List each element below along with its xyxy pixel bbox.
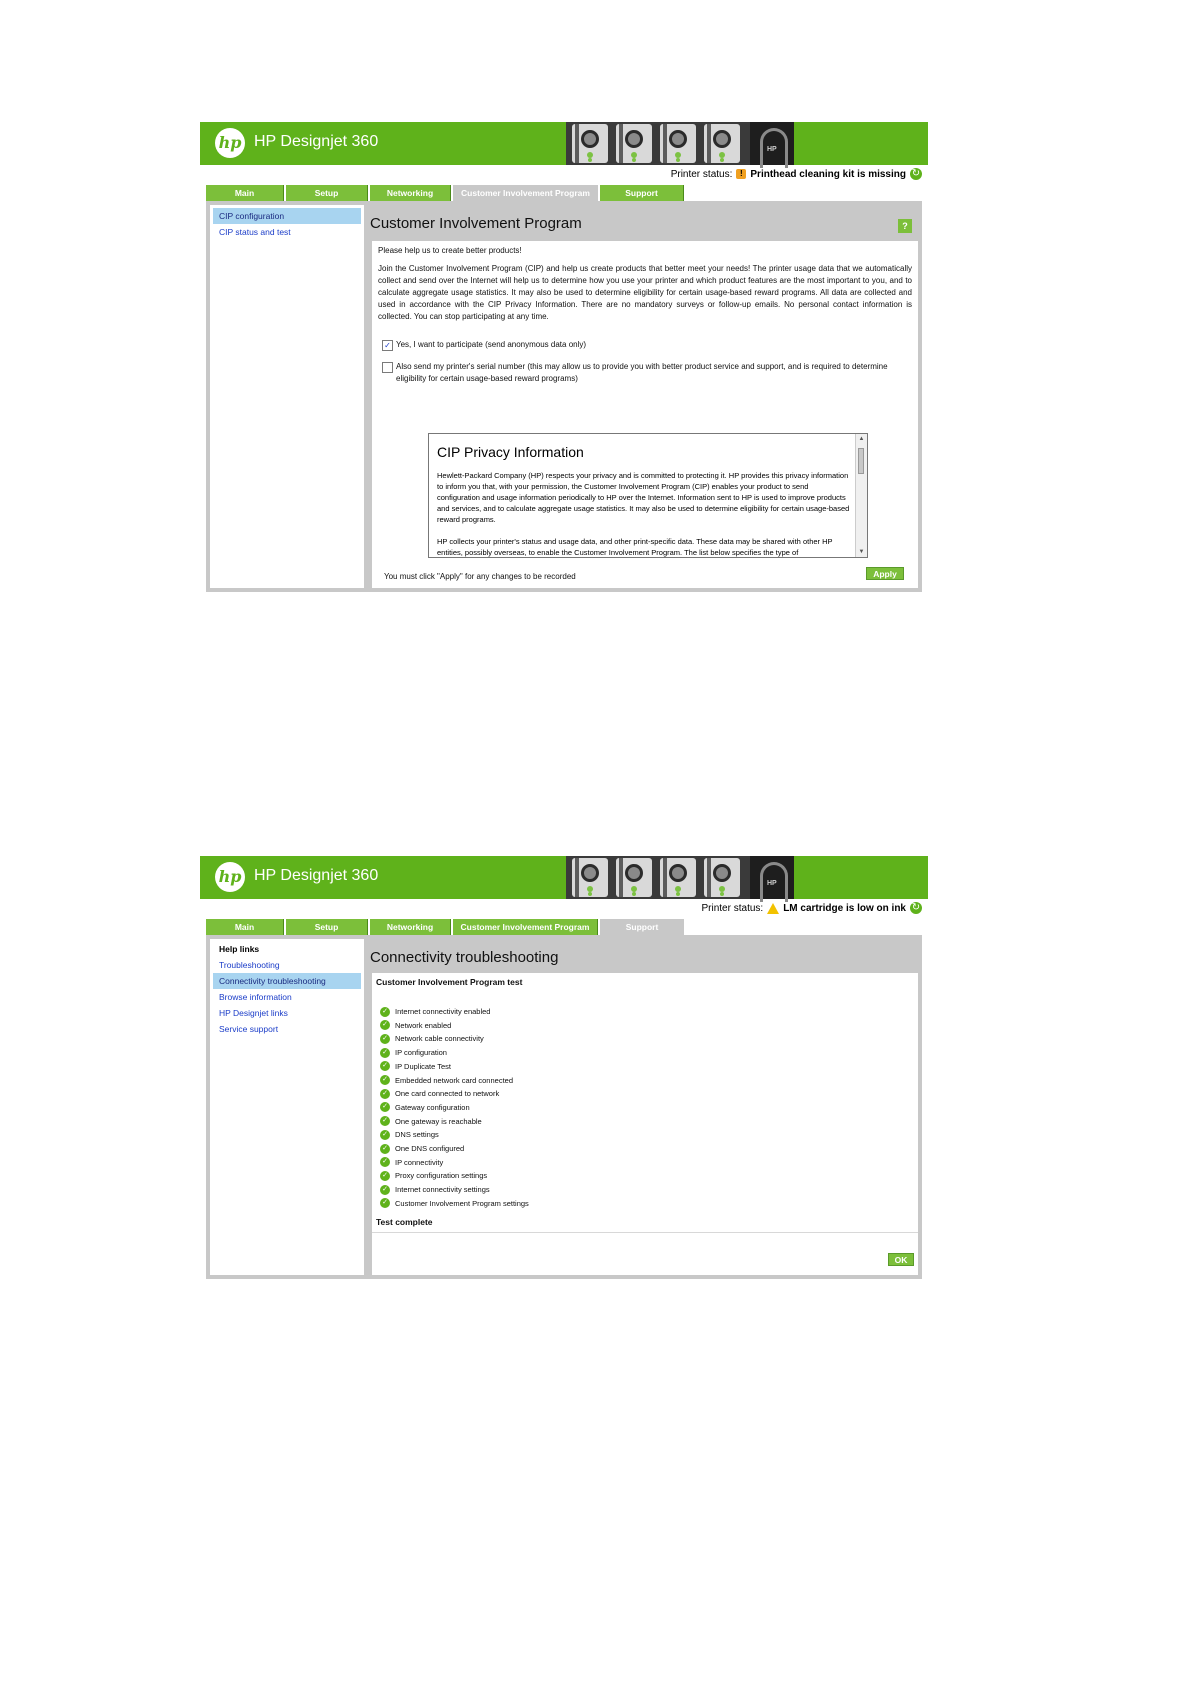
privacy-text	[437, 470, 851, 558]
privacy-scrollbar[interactable]	[855, 434, 867, 557]
check-row	[380, 1169, 487, 1182]
participate-label: Yes, I want to participate (send anonymous data only)	[396, 340, 587, 349]
check-pass-icon: ✓	[380, 1185, 390, 1195]
tab-networking[interactable]: Networking	[370, 919, 451, 935]
check-pass-icon: ✓	[380, 1048, 390, 1058]
printer-status-label: Printer status:	[670, 168, 733, 180]
check-label: Proxy configuration settings	[395, 1171, 488, 1181]
check-pass-icon: ✓	[380, 1061, 390, 1071]
check-label: Customer Involvement Program settings	[395, 1198, 529, 1208]
test-complete-label: Test complete	[376, 1217, 433, 1227]
check-row	[380, 1060, 451, 1073]
hp-mark: HP	[767, 146, 777, 153]
check-row	[380, 1115, 482, 1128]
header-banner	[200, 122, 928, 165]
check-row	[380, 1046, 447, 1059]
sidebar	[210, 205, 364, 588]
connectivity-troubleshooting-screen	[200, 856, 928, 1279]
privacy-paragraph-2: HP collects your printer's status and usage data, and other print-specific data. These data may be shared with other HP entities, possibly overseas, to enable the Customer Involvement Program. The list below specifies the type of	[437, 537, 833, 557]
sidebar-item-troubleshooting[interactable]: Troubleshooting	[219, 960, 280, 970]
tab-main[interactable]: Main	[206, 919, 284, 935]
check-pass-icon: ✓	[380, 1116, 390, 1126]
tab-customer-involvement-program[interactable]: Customer Involvement Program	[453, 185, 598, 201]
check-row	[380, 1197, 529, 1210]
check-label: Internet connectivity enabled	[395, 1007, 491, 1016]
check-row	[380, 1183, 490, 1196]
privacy-title: CIP Privacy Information	[437, 444, 584, 460]
cip-description: Join the Customer Involvement Program (CIP) and help us create products that better meet your needs! The printer usage data that we automatically collect and send over the Internet will help us to determine how you use your printer and which product features are the most important to you, and to calculate aggregate usage statistics. It may also be used to determine eligibility for certain usage-based reward programs. All data are collected and used in accordance with the CIP Privacy Information. There are no mandatory surveys or follow-up emails. No personal contact information is collected. You can stop participating at any time.	[378, 264, 912, 321]
page-title: Connectivity troubleshooting	[370, 949, 559, 966]
serial-number-label: Also send my printer's serial number (this may allow us to provide you with better product service and support, and is required to determine eligibility for certain usage-based reward programs)	[396, 362, 888, 383]
privacy-information-box[interactable]	[428, 433, 868, 558]
product-name: HP Designjet 360	[254, 867, 379, 884]
check-label: Network enabled	[395, 1020, 452, 1030]
hp-mark: HP	[767, 880, 777, 887]
printer-status-label: Printer status:	[701, 902, 764, 914]
check-pass-icon: ✓	[380, 1157, 390, 1167]
check-label: DNS settings	[395, 1130, 439, 1140]
sidebar-heading: Help links	[219, 944, 260, 954]
divider	[372, 1232, 918, 1233]
ok-button[interactable]: OK	[888, 1253, 914, 1266]
privacy-paragraph-1: Hewlett-Packard Company (HP) respects your privacy and is committed to protecting it. HP provides this privacy information to inform you that, with your permission, the Customer Involvement Program (CIP) enables your product to send configuration and usage information periodically to HP over the Internet. Information sent to HP is used to improve products and services, and to calculate aggregate usage statistics. It may also be used to determine eligibility for certain usage-based reward programs.	[437, 471, 850, 524]
check-row	[380, 1128, 439, 1141]
product-name: HP Designjet 360	[254, 133, 379, 150]
section-heading: Customer Involvement Program test	[376, 977, 523, 987]
header-banner	[200, 856, 928, 899]
printer-status-message: Printhead cleaning kit is missing	[750, 168, 906, 180]
check-row	[380, 1019, 451, 1032]
check-pass-icon: ✓	[380, 1102, 390, 1112]
sidebar-item-service-support[interactable]: Service support	[219, 1024, 279, 1034]
check-row	[380, 1101, 470, 1114]
check-label: IP connectivity	[395, 1157, 444, 1167]
printheads-image	[566, 856, 794, 899]
check-label: IP configuration	[395, 1048, 447, 1058]
check-label: Internet connectivity settings	[395, 1185, 490, 1195]
content-frame	[206, 201, 922, 592]
help-button[interactable]: ?	[898, 219, 912, 233]
tab-setup[interactable]: Setup	[286, 919, 368, 935]
hp-logo: hp	[215, 128, 245, 158]
serial-number-checkbox[interactable]	[382, 362, 393, 373]
printheads-image	[566, 122, 794, 165]
tab-bar	[206, 919, 684, 935]
sidebar-item-connectivity-troubleshooting[interactable]: Connectivity troubleshooting	[213, 973, 361, 989]
check-label: One card connected to network	[395, 1089, 500, 1099]
check-row	[380, 1087, 499, 1100]
content-area	[372, 241, 918, 588]
sidebar-item-cip-status-and-test[interactable]: CIP status and test	[219, 227, 291, 237]
check-label: IP Duplicate Test	[395, 1061, 452, 1071]
tab-networking[interactable]: Networking	[370, 185, 451, 201]
check-pass-icon: ✓	[380, 1198, 390, 1208]
check-label: Embedded network card connected	[395, 1075, 513, 1085]
check-pass-icon: ✓	[380, 1144, 390, 1154]
apply-button[interactable]: Apply	[866, 567, 904, 580]
warning-icon: !	[736, 169, 746, 179]
warning-triangle-icon	[767, 903, 779, 914]
scroll-up-arrow-icon[interactable]: ▲	[858, 436, 865, 442]
check-row	[380, 1005, 490, 1018]
cip-configuration-screen	[200, 122, 928, 592]
participate-checkbox[interactable]: ✓	[382, 340, 393, 351]
check-label: One DNS configured	[395, 1144, 465, 1153]
check-pass-icon: ✓	[380, 1089, 390, 1099]
check-pass-icon: ✓	[380, 1130, 390, 1140]
check-row	[380, 1156, 443, 1169]
tab-support[interactable]: Support	[600, 185, 684, 201]
printer-status-message: LM cartridge is low on ink	[783, 902, 906, 914]
check-pass-icon: ✓	[380, 1171, 390, 1181]
check-row	[380, 1074, 513, 1087]
check-pass-icon: ✓	[380, 1007, 390, 1017]
scroll-down-arrow-icon[interactable]: ▼	[858, 549, 865, 555]
hp-logo: hp	[215, 862, 245, 892]
check-label: Network cable connectivity	[395, 1034, 484, 1044]
check-row	[380, 1032, 484, 1045]
check-row	[380, 1142, 464, 1155]
check-label: One gateway is reachable	[395, 1116, 482, 1126]
content-area	[372, 973, 918, 1275]
printer-status	[671, 166, 922, 182]
intro-text: Please help us to create better products!	[378, 246, 522, 255]
content-frame	[206, 935, 922, 1279]
tab-setup[interactable]: Setup	[286, 185, 368, 201]
tab-customer-involvement-program[interactable]: Customer Involvement Program	[453, 919, 598, 935]
check-pass-icon: ✓	[380, 1075, 390, 1085]
main-area	[368, 939, 918, 1275]
scroll-thumb[interactable]	[858, 448, 864, 474]
page-title: Customer Involvement Program	[370, 215, 582, 232]
printer-status	[702, 900, 923, 916]
sidebar-item-cip-configuration[interactable]: CIP configuration	[213, 208, 361, 224]
tab-main[interactable]: Main	[206, 185, 284, 201]
check-label: Gateway configuration	[395, 1102, 470, 1112]
main-area	[368, 205, 918, 588]
apply-note: You must click "Apply" for any changes to be recorded	[384, 572, 576, 581]
sidebar-item-browse-information[interactable]: Browse information	[219, 992, 292, 1002]
sidebar-item-hp-designjet-links[interactable]: HP Designjet links	[219, 1008, 288, 1018]
check-pass-icon: ✓	[380, 1020, 390, 1030]
tab-bar	[206, 185, 684, 201]
sidebar	[210, 939, 364, 1275]
refresh-icon[interactable]: ↻	[911, 902, 921, 913]
tab-support[interactable]: Support	[600, 919, 684, 935]
check-pass-icon: ✓	[380, 1034, 390, 1044]
refresh-icon[interactable]: ↻	[911, 168, 921, 179]
